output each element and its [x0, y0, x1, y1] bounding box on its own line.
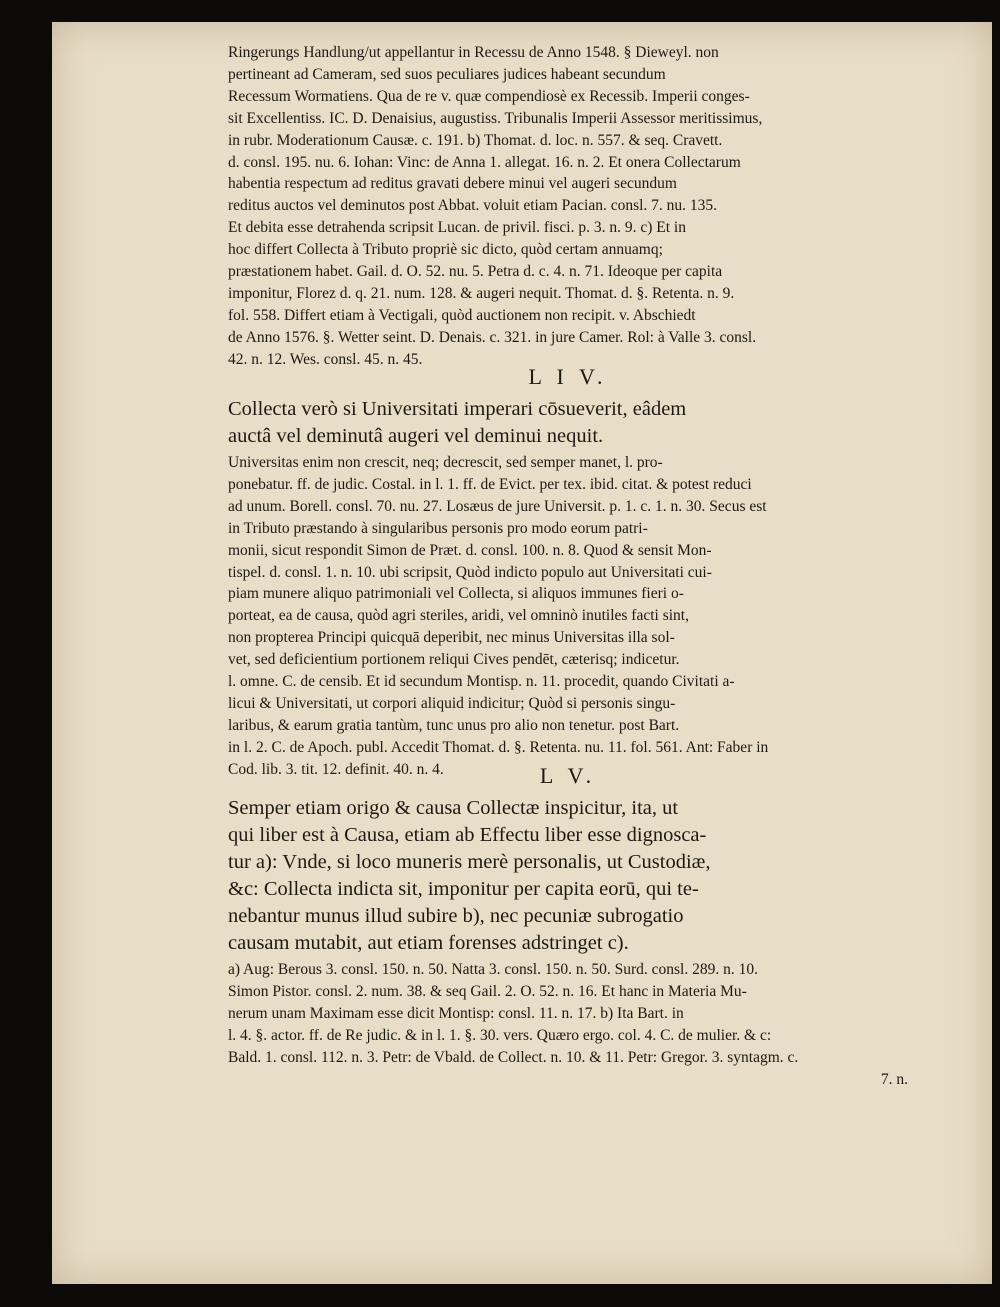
text-line: habentia respectum ad reditus gravati debere minui vel augeri secundum — [228, 175, 677, 193]
thesis-line: Semper etiam origo & causa Collectæ inspicitur, ita, ut — [228, 797, 679, 819]
text-line: ponebatur. ff. de judic. Costal. in l. 1. ff. de Evict. per tex. ibid. citat. & potest reduci — [228, 475, 752, 493]
footnote-line: l. 4. §. actor. ff. de Re judic. & in l. 1. §. 30. vers. Quæro ergo. col. 4. C. de mulier. & c: — [228, 1026, 772, 1044]
thesis-lv — [228, 795, 908, 957]
text-line: in l. 2. C. de Apoch. publ. Accedit Thomat. d. §. Retenta. nu. 11. fol. 561. Ant: Faber in — [228, 738, 769, 756]
text-line: in rubr. Moderationum Causæ. c. 191. b) Thomat. d. loc. n. 557. & seq. Cravett. — [228, 131, 723, 149]
text-line: tispel. d. consl. 1. n. 10. ubi scripsit, Quòd indicto populo aut Universitati cui- — [228, 563, 712, 581]
text-line: Ringerungs Handlung/ut appellantur in Recessu de Anno 1548. § Dieweyl. non — [228, 44, 719, 61]
text-line: imponitur, Florez d. q. 21. num. 128. & augeri nequit. Thomat. d. §. Retenta. n. 9. — [228, 284, 735, 302]
thesis-line: nebantur munus illud subire b), nec pecuniæ subrogatio — [228, 905, 684, 927]
text-line: in Tributo præstando à singularibus personis pro modo eorum patri- — [228, 519, 648, 537]
text-line: præstationem habet. Gail. d. O. 52. nu. 5. Petra d. c. 4. n. 71. Ideoque per capita — [228, 263, 723, 281]
text-line: sit Excellentiss. IC. D. Denaisius, augustiss. Tribunalis Imperii Assessor meritissimus, — [228, 109, 763, 127]
thesis-line: auctâ vel deminutâ augeri vel deminui nequit. — [228, 425, 604, 447]
section-heading-lv: L V. — [539, 763, 597, 788]
footnotes-continued — [228, 42, 908, 371]
text-line: non propterea Principi quicquā deperibit, nec minus Universitas illa sol- — [228, 629, 675, 647]
thesis-line: tur a): Vnde, si loco muneris merè personalis, ut Custodiæ, — [228, 851, 711, 873]
text-line: Et debita esse detrahenda scripsit Lucan. de privil. fisci. p. 3. n. 9. c) Et in — [228, 219, 686, 237]
text-line: laribus, & earum gratia tantùm, tunc unus pro alio non tenetur. post Bart. — [228, 716, 680, 734]
text-line: monii, sicut respondit Simon de Præt. d. consl. 100. n. 8. Quod & sensit Mon- — [228, 541, 712, 559]
text-line: vet, sed deficientium portionem reliqui Cives pendēt, cæterisq; indicetur. — [228, 651, 680, 669]
footnote-line: nerum unam Maximam esse dicit Montisp: consl. 11. n. 17. b) Ita Bart. in — [228, 1004, 684, 1022]
thesis-liv — [228, 396, 908, 450]
commentary-liv — [228, 452, 908, 781]
text-line: reditus auctos vel deminutos post Abbat. voluit etiam Pacian. consl. 7. nu. 135. — [228, 197, 718, 215]
thesis-line: qui liber est à Causa, etiam ab Effectu liber esse dignosca- — [228, 824, 707, 846]
thesis-line: Collecta verò si Universitati imperari cōsueverit, eâdem — [228, 398, 687, 420]
text-line: licui & Universitati, ut corpori aliquid indicitur; Quòd si personis singu- — [228, 694, 676, 712]
text-line: de Anno 1576. §. Wetter seint. D. Denais. c. 321. in jure Camer. Rol: à Valle 3. consl. — [228, 328, 757, 346]
footnote-line: Bald. 1. consl. 112. n. 3. Petr: de Vbald. de Collect. n. 10. & 11. Petr: Gregor. 3. syntagm. c. — [228, 1048, 799, 1066]
text-line: l. omne. C. de censib. Et id secundum Montisp. n. 11. procedit, quando Civitati a- — [228, 673, 735, 691]
text-line: ad unum. Borell. consl. 70. nu. 27. Losæus de jure Universit. p. 1. c. 1. n. 30. Secus est — [228, 497, 767, 515]
text-line: piam munere aliquo patrimoniali vel Collecta, si aliquos immunes fieri o- — [228, 585, 684, 603]
thesis-line: &c: Collecta indicta sit, imponitur per capita eorū, qui te- — [228, 878, 699, 900]
text-line: Universitas enim non crescit, neq; decrescit, sed semper manet, l. pro- — [228, 454, 663, 471]
footnote-line: 7. n. — [880, 1070, 908, 1088]
text-line: porteat, ea de causa, quòd agri steriles, aridi, vel omninò inutiles facti sint, — [228, 607, 689, 625]
text-line: d. consl. 195. nu. 6. Iohan: Vinc: de Anna 1. allegat. 16. n. 2. Et onera Collectarum — [228, 153, 741, 171]
text-line: Recessum Wormatiens. Qua de re v. quæ compendiosè ex Recessib. Imperii conges- — [228, 87, 750, 105]
footnote-line: Simon Pistor. consl. 2. num. 38. & seq Gail. 2. O. 52. n. 16. Et hanc in Materia Mu- — [228, 982, 747, 1000]
thesis-line: causam mutabit, aut etiam forenses adstringet c). — [228, 932, 629, 954]
text-line: fol. 558. Differt etiam à Vectigali, quòd auctionem non recipit. v. Abschiedt — [228, 306, 696, 324]
text-line: hoc differt Collecta à Tributo propriè sic dicto, quòd certam annuamq; — [228, 241, 663, 259]
text-line: 42. n. 12. Wes. consl. 45. n. 45. — [228, 350, 423, 368]
section-heading-liv: L I V. — [528, 364, 608, 389]
footnotes-lv — [228, 959, 908, 1090]
text-line: pertineant ad Cameram, sed suos peculiares judices habeant secundum — [228, 65, 666, 83]
footnote-line: a) Aug: Berous 3. consl. 150. n. 50. Natta 3. consl. 150. n. 50. Surd. consl. 289. n. 10. — [228, 961, 758, 978]
text-line: Cod. lib. 3. tit. 12. definit. 40. n. 4. — [228, 760, 444, 778]
